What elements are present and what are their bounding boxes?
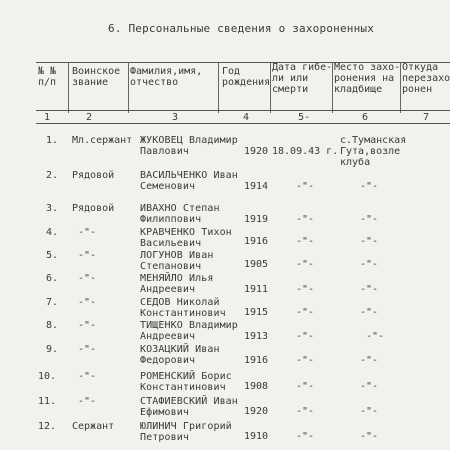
row-number: 7. [46, 297, 59, 308]
row-burial-place: -"- [360, 307, 379, 318]
row-burial-place: -"- [360, 431, 379, 442]
row-rank: -"- [78, 320, 97, 331]
numbers-rule [36, 123, 450, 124]
row-rank: -"- [78, 250, 97, 261]
row-birth-year: 1915 [244, 307, 269, 318]
row-rank: -"- [78, 396, 97, 407]
col-divider [128, 62, 129, 113]
row-number: 3. [46, 203, 59, 214]
row-rank: Мл.сержант [72, 135, 133, 146]
row-death-date: 18.09.43 г. [272, 146, 339, 157]
row-death-date: -"- [296, 406, 315, 417]
row-burial-place: -"- [360, 406, 379, 417]
row-burial-place: -"- [366, 331, 385, 342]
row-birth-year: 1911 [244, 284, 269, 295]
row-birth-year: 1905 [244, 259, 269, 270]
row-birth-year: 1914 [244, 181, 269, 192]
row-rank: -"- [78, 227, 97, 238]
row-rank: -"- [78, 371, 97, 382]
row-number: 2. [46, 170, 59, 181]
row-number: 4. [46, 227, 59, 238]
row-burial-place: -"- [360, 214, 379, 225]
row-death-date: -"- [296, 214, 315, 225]
row-number: 11. [38, 396, 57, 407]
col-header-rank: Воинское звание [72, 66, 121, 88]
row-birth-year: 1910 [244, 431, 269, 442]
row-birth-year: 1919 [244, 214, 269, 225]
row-number: 9. [46, 344, 59, 355]
col-number: 6 [362, 112, 369, 123]
row-rank: Рядовой [72, 203, 115, 214]
row-name: МЕНЯЙЛО Илья Андреевич [140, 273, 214, 295]
row-number: 1. [46, 135, 59, 146]
row-rank: -"- [78, 297, 97, 308]
row-death-date: -"- [296, 236, 315, 247]
row-burial-place: -"- [360, 284, 379, 295]
row-burial-place: с.Туманская Гута,возле клуба [340, 135, 407, 168]
row-name: КРАВЧЕНКО Тихон Васильевич [140, 227, 232, 249]
col-header-reburied-from: Откуда перезахо ронен [402, 62, 450, 95]
row-number: 8. [46, 320, 59, 331]
col-header-death-date: Дата гибе- ли или смерти [272, 62, 333, 95]
col-divider [68, 62, 69, 113]
col-header-number: № № п/п [38, 66, 57, 88]
row-birth-year: 1920 [244, 146, 269, 157]
row-number: 5. [46, 250, 59, 261]
row-number: 10. [38, 371, 57, 382]
row-birth-year: 1916 [244, 236, 269, 247]
row-burial-place: -"- [360, 236, 379, 247]
row-rank: Рядовой [72, 170, 115, 181]
row-rank: Сержант [72, 421, 115, 432]
row-death-date: -"- [296, 307, 315, 318]
row-burial-place: -"- [360, 381, 379, 392]
row-death-date: -"- [296, 331, 315, 342]
col-number: 7 [423, 112, 430, 123]
row-birth-year: 1913 [244, 331, 269, 342]
row-birth-year: 1916 [244, 355, 269, 366]
row-number: 12. [38, 421, 57, 432]
col-divider [270, 62, 271, 113]
row-name: ИВАХНО Степан Филиппович [140, 203, 220, 225]
row-death-date: -"- [296, 259, 315, 270]
row-name: ВАСИЛЬЧЕНКО Иван Семенович [140, 170, 238, 192]
row-death-date: -"- [296, 431, 315, 442]
col-header-name: Фамилия,имя, отчество [130, 66, 203, 88]
row-name: РОМЕНСКИЙ Борис Константинович [140, 371, 232, 393]
row-number: 6. [46, 273, 59, 284]
row-name: ЖУКОВЕЦ Владимир Павлович [140, 135, 238, 157]
row-rank: -"- [78, 273, 97, 284]
col-number: 2 [86, 112, 93, 123]
row-birth-year: 1920 [244, 406, 269, 417]
row-name: КОЗАЦКИЙ Иван Федорович [140, 344, 220, 366]
row-death-date: -"- [296, 355, 315, 366]
row-name: ТИЩЕНКО Владимир Андреевич [140, 320, 238, 342]
row-name: ЛОГУНОВ Иван Степанович [140, 250, 214, 272]
col-number: 5- [298, 112, 311, 123]
table-top-rule [36, 62, 450, 63]
col-header-burial-place: Место захо- ронения на кладбище [334, 62, 401, 95]
page-title: 6. Персональные сведения о захороненных [108, 22, 375, 35]
col-divider [332, 62, 333, 113]
col-divider [400, 62, 401, 113]
col-header-birth-year: Год рождения [222, 66, 271, 88]
col-number: 3 [172, 112, 179, 123]
row-name: ЮЛИНИЧ Григорий Петрович [140, 421, 232, 443]
row-death-date: -"- [296, 381, 315, 392]
row-death-date: -"- [296, 284, 315, 295]
col-divider [218, 62, 219, 113]
row-death-date: -"- [296, 181, 315, 192]
row-birth-year: 1908 [244, 381, 269, 392]
col-number: 4 [243, 112, 250, 123]
row-burial-place: -"- [360, 355, 379, 366]
row-burial-place: -"- [360, 181, 379, 192]
row-name: СЕДОВ Николай Константинович [140, 297, 226, 319]
header-rule [36, 110, 450, 111]
col-number: 1 [44, 112, 51, 123]
row-rank: -"- [78, 344, 97, 355]
row-burial-place: -"- [360, 259, 379, 270]
row-name: СТАФИЕВСКИЙ Иван Ефимович [140, 396, 238, 418]
